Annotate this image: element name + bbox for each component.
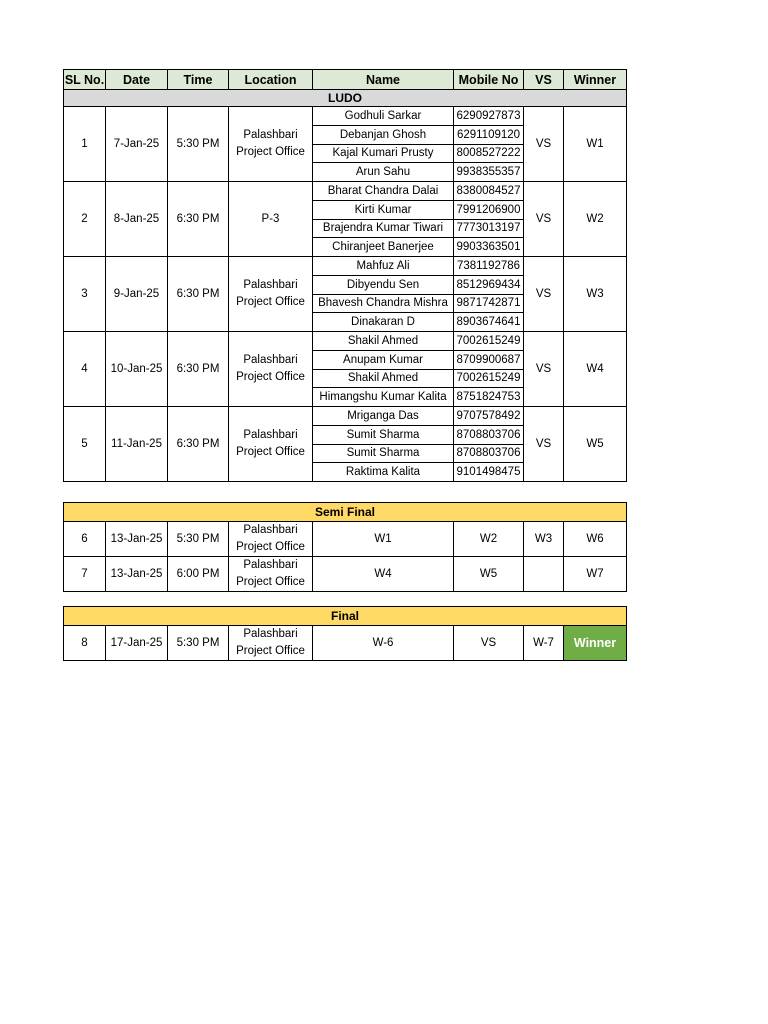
match-vs: VS [524, 107, 564, 182]
semi-final-winner: W7 [564, 557, 627, 592]
match-winner: W3 [564, 257, 627, 332]
final-mobile: VS [454, 626, 524, 661]
match-winner: W2 [564, 182, 627, 257]
player-name: Mriganga Das [313, 407, 454, 426]
player-mobile: 8708803706 [454, 444, 524, 463]
player-name: Himangshu Kumar Kalita [313, 388, 454, 407]
match-location: P-3 [229, 182, 313, 257]
semi-final-sl: 7 [64, 557, 106, 592]
final-winner: Winner [564, 626, 627, 661]
match-winner: W5 [564, 407, 627, 482]
player-name: Mahfuz Ali [313, 257, 454, 276]
match-vs: VS [524, 332, 564, 407]
match-sl: 3 [64, 257, 106, 332]
semi-final-vs: W3 [524, 522, 564, 557]
semi-final-vs [524, 557, 564, 592]
player-mobile: 7773013197 [454, 219, 524, 238]
semi-final-location: Palashbari Project Office [229, 557, 313, 592]
semi-final-title: Semi Final [64, 503, 627, 522]
table-row [64, 332, 627, 351]
match-time: 6:30 PM [168, 257, 229, 332]
match-date: 11-Jan-25 [106, 407, 168, 482]
match-vs: VS [524, 257, 564, 332]
ludo-schedule-table [63, 69, 627, 482]
semi-final-row [64, 557, 627, 592]
player-name: Shakil Ahmed [313, 369, 454, 388]
match-date: 9-Jan-25 [106, 257, 168, 332]
player-mobile: 9938355357 [454, 163, 524, 182]
match-vs: VS [524, 407, 564, 482]
player-name: Debanjan Ghosh [313, 125, 454, 144]
player-name: Brajendra Kumar Tiwari [313, 219, 454, 238]
match-winner: W1 [564, 107, 627, 182]
match-winner: W4 [564, 332, 627, 407]
match-date: 10-Jan-25 [106, 332, 168, 407]
final-date: 17-Jan-25 [106, 626, 168, 661]
semi-final-title-row [64, 503, 627, 522]
player-name: Sumit Sharma [313, 425, 454, 444]
player-mobile: 7381192786 [454, 257, 524, 276]
final-vs: W-7 [524, 626, 564, 661]
player-name: Dinakaran D [313, 313, 454, 332]
semi-final-name: W4 [313, 557, 454, 592]
player-mobile: 8380084527 [454, 182, 524, 201]
final-sl: 8 [64, 626, 106, 661]
match-sl: 4 [64, 332, 106, 407]
final-row [64, 626, 627, 661]
player-name: Anupam Kumar [313, 350, 454, 369]
player-name: Raktima Kalita [313, 463, 454, 482]
final-table [63, 606, 627, 661]
player-mobile: 8903674641 [454, 313, 524, 332]
player-mobile: 6291109120 [454, 125, 524, 144]
semi-final-time: 6:00 PM [168, 557, 229, 592]
final-title: Final [64, 607, 627, 626]
player-name: Arun Sahu [313, 163, 454, 182]
header-mobile: Mobile No [454, 70, 524, 90]
player-mobile: 7991206900 [454, 200, 524, 219]
player-name: Kirti Kumar [313, 200, 454, 219]
player-name: Chiranjeet Banerjee [313, 238, 454, 257]
table-row [64, 107, 627, 126]
final-time: 5:30 PM [168, 626, 229, 661]
header-time: Time [168, 70, 229, 90]
semi-final-time: 5:30 PM [168, 522, 229, 557]
player-name: Bharat Chandra Dalai [313, 182, 454, 201]
semi-final-mobile: W5 [454, 557, 524, 592]
semi-final-date: 13-Jan-25 [106, 522, 168, 557]
semi-final-winner: W6 [564, 522, 627, 557]
player-mobile: 8708803706 [454, 425, 524, 444]
match-sl: 1 [64, 107, 106, 182]
player-mobile: 9707578492 [454, 407, 524, 426]
player-name: Bhavesh Chandra Mishra [313, 294, 454, 313]
table-row [64, 407, 627, 426]
match-location: Palashbari Project Office [229, 332, 313, 407]
section-title-row [64, 90, 627, 107]
player-mobile: 8008527222 [454, 144, 524, 163]
final-location: Palashbari Project Office [229, 626, 313, 661]
header-vs: VS [524, 70, 564, 90]
semi-final-name: W1 [313, 522, 454, 557]
semi-final-sl: 6 [64, 522, 106, 557]
match-location: Palashbari Project Office [229, 257, 313, 332]
player-mobile: 9903363501 [454, 238, 524, 257]
match-location: Palashbari Project Office [229, 107, 313, 182]
player-name: Dibyendu Sen [313, 275, 454, 294]
player-mobile: 7002615249 [454, 332, 524, 351]
semi-final-location: Palashbari Project Office [229, 522, 313, 557]
final-name: W-6 [313, 626, 454, 661]
player-name: Sumit Sharma [313, 444, 454, 463]
player-mobile: 6290927873 [454, 107, 524, 126]
header-name: Name [313, 70, 454, 90]
match-vs: VS [524, 182, 564, 257]
header-location: Location [229, 70, 313, 90]
semi-final-date: 13-Jan-25 [106, 557, 168, 592]
final-title-row [64, 607, 627, 626]
player-mobile: 8512969434 [454, 275, 524, 294]
player-mobile: 8751824753 [454, 388, 524, 407]
header-sl-no: SL No. [64, 70, 106, 90]
player-mobile: 9871742871 [454, 294, 524, 313]
section-title: LUDO [64, 90, 627, 107]
header-winner: Winner [564, 70, 627, 90]
match-time: 6:30 PM [168, 407, 229, 482]
match-time: 5:30 PM [168, 107, 229, 182]
header-date: Date [106, 70, 168, 90]
semi-final-mobile: W2 [454, 522, 524, 557]
semi-final-table [63, 502, 627, 592]
semi-final-row [64, 522, 627, 557]
match-date: 8-Jan-25 [106, 182, 168, 257]
player-name: Godhuli Sarkar [313, 107, 454, 126]
header-row [64, 70, 627, 90]
player-mobile: 8709900687 [454, 350, 524, 369]
player-name: Shakil Ahmed [313, 332, 454, 351]
player-name: Kajal Kumari Prusty [313, 144, 454, 163]
match-time: 6:30 PM [168, 182, 229, 257]
player-mobile: 9101498475 [454, 463, 524, 482]
match-date: 7-Jan-25 [106, 107, 168, 182]
match-time: 6:30 PM [168, 332, 229, 407]
table-row [64, 182, 627, 201]
match-location: Palashbari Project Office [229, 407, 313, 482]
match-sl: 5 [64, 407, 106, 482]
match-sl: 2 [64, 182, 106, 257]
player-mobile: 7002615249 [454, 369, 524, 388]
table-row [64, 257, 627, 276]
